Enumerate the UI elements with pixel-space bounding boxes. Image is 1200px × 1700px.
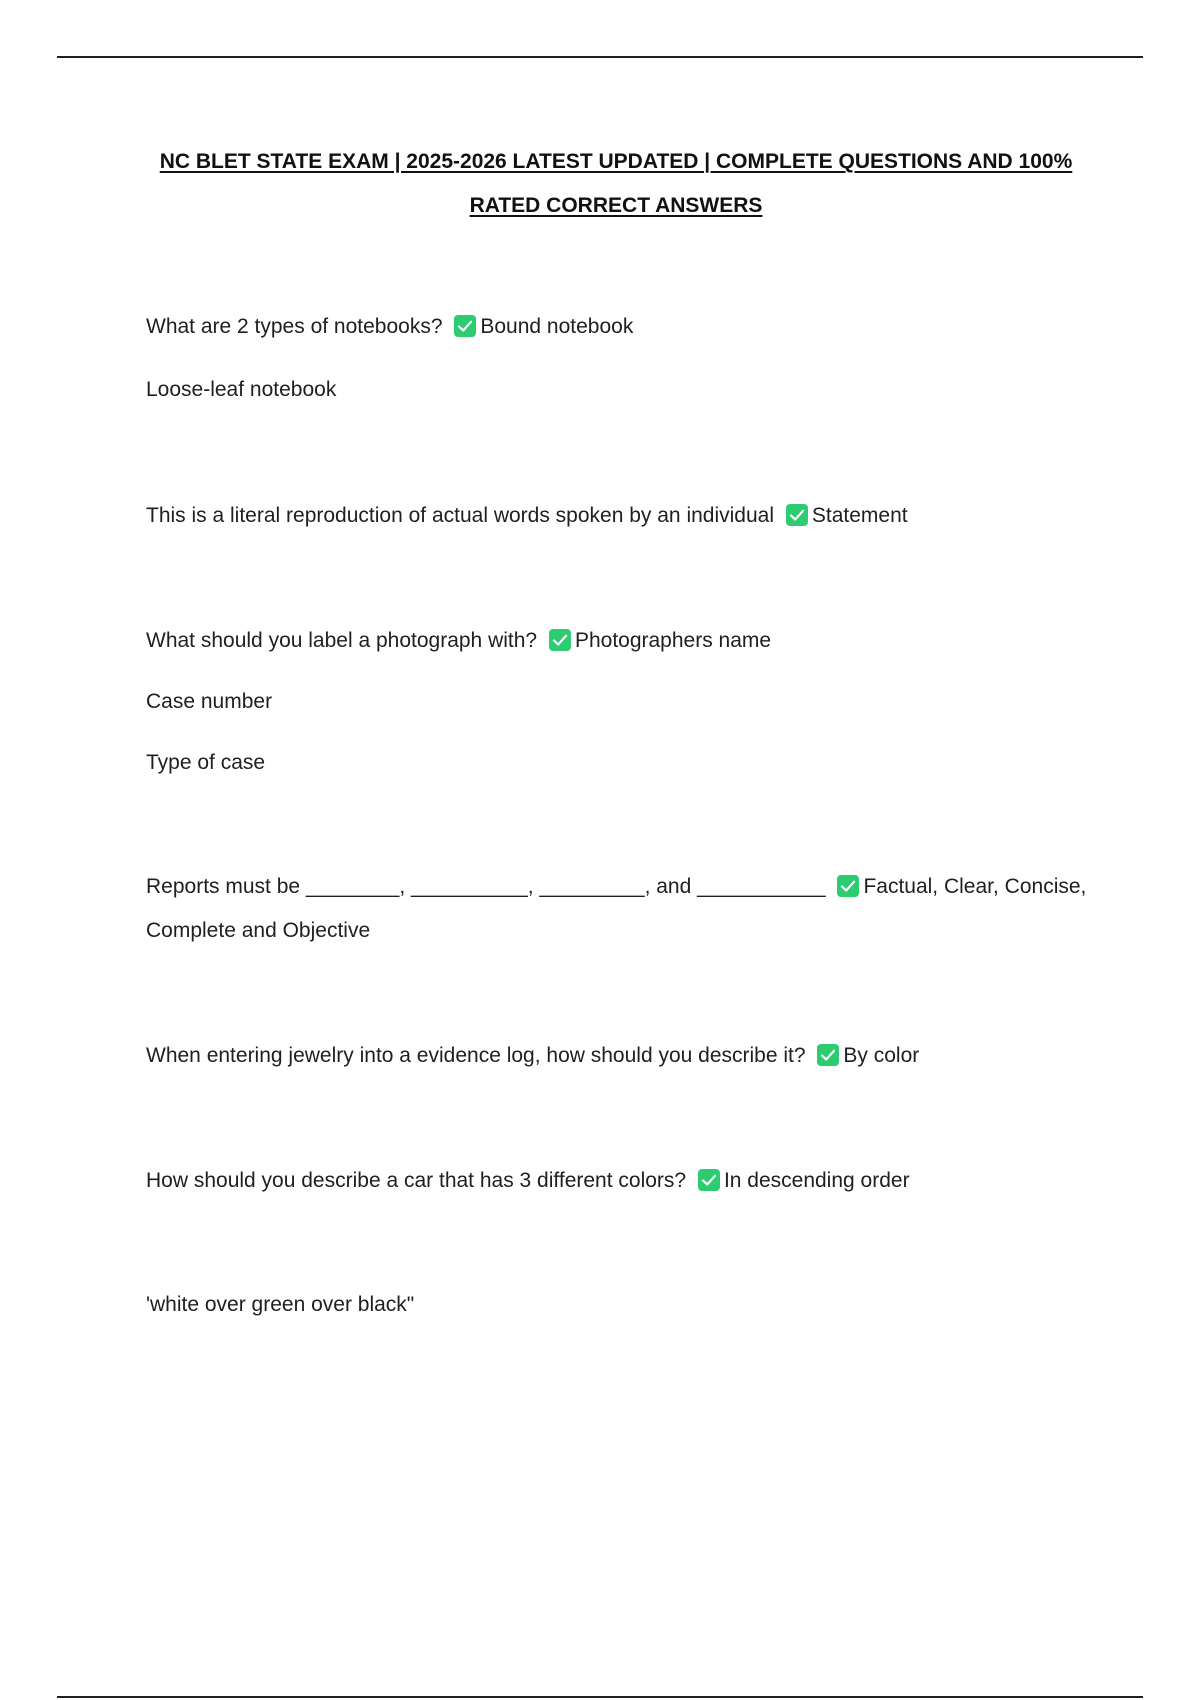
answer-text: By color <box>843 1044 920 1067</box>
answer-text: Bound notebook <box>480 315 634 338</box>
top-rule <box>57 56 1143 58</box>
answer-extra-line: Loose-leaf notebook <box>146 378 337 401</box>
qa-item-5 <box>146 1042 919 1070</box>
title-line-2: RATED CORRECT ANSWERS <box>469 194 763 217</box>
answer-text: Statement <box>811 504 908 527</box>
check-icon <box>817 1044 839 1066</box>
question-text: What should you label a photograph with? <box>146 629 538 652</box>
check-icon <box>454 315 476 337</box>
answer-extra-line: 'white over green over black" <box>146 1293 415 1316</box>
question-text: Reports must be ________, __________, _________, and ___________ <box>146 875 826 898</box>
question-text: When entering jewelry into a evidence log, how should you describe it? <box>146 1044 806 1067</box>
question-text: What are 2 types of notebooks? <box>146 315 443 338</box>
answer-extra-line: Type of case <box>146 751 266 774</box>
question-text: This is a literal reproduction of actual words spoken by an individual <box>146 504 775 527</box>
check-icon <box>698 1169 720 1191</box>
qa-item-6 <box>146 1167 910 1195</box>
check-icon <box>549 629 571 651</box>
qa-item-4 <box>146 873 1086 901</box>
check-icon <box>837 875 859 897</box>
qa-item-3 <box>146 627 771 655</box>
check-icon <box>786 504 808 526</box>
document-title <box>130 140 1102 228</box>
answer-text: In descending order <box>723 1169 910 1192</box>
answer-text: Factual, Clear, Concise, <box>863 875 1087 898</box>
answer-extra-line: Complete and Objective <box>146 919 371 942</box>
qa-item-2 <box>146 502 908 530</box>
answer-extra-line: Case number <box>146 690 273 713</box>
question-text: How should you describe a car that has 3 different colors? <box>146 1169 687 1192</box>
title-line-1: NC BLET STATE EXAM | 2025-2026 LATEST UPDATED | COMPLETE QUESTIONS AND 100% <box>159 150 1073 173</box>
bottom-rule <box>57 1696 1143 1698</box>
qa-item-1 <box>146 313 633 341</box>
answer-text: Photographers name <box>574 629 772 652</box>
